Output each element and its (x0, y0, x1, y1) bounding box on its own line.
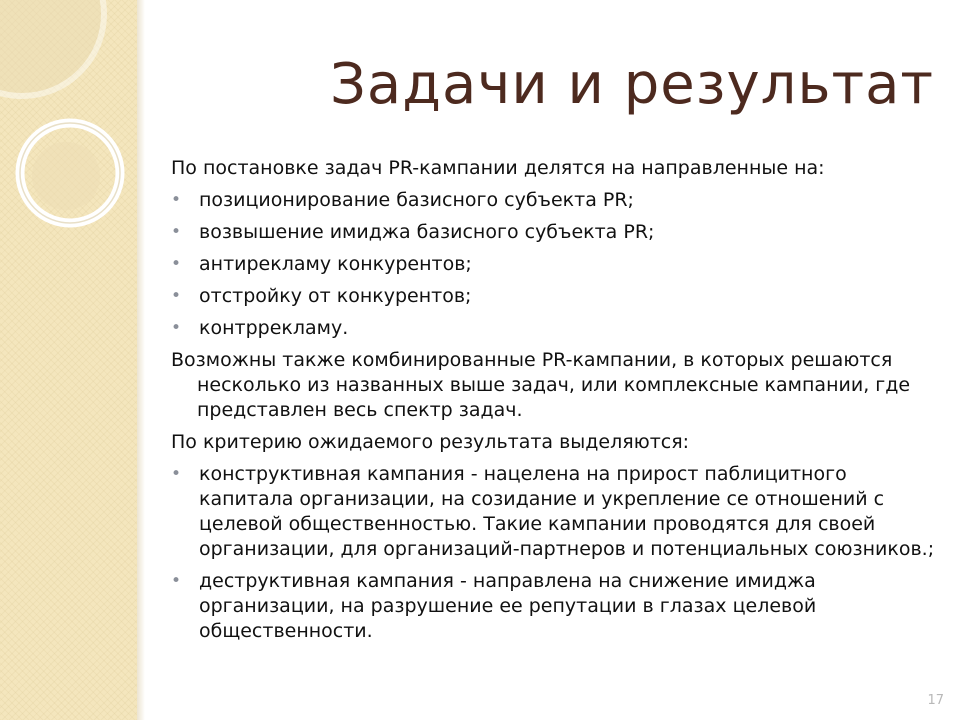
list-item-text: позиционирование базисного субъекта PR; (199, 189, 634, 211)
list-item-constructive-campaign (171, 462, 941, 562)
slide-body (171, 156, 941, 651)
bullet-icon: • (171, 464, 182, 484)
bullet-icon: • (171, 286, 182, 306)
list-item-text: контррекламу. (199, 317, 349, 339)
bullet-icon: • (171, 190, 182, 210)
bullet-icon: • (171, 318, 182, 338)
list-item-image-raising (171, 220, 941, 245)
list-item-text: конструктивная кампания - нацелена на прирост паблицитного капитала организации, на созидание и укрепление се отношений с целевой общественностью. Такие кампании проводятся для своей организации, для организаций-партнеров и потенциальных союзников.; (199, 463, 935, 560)
list-item-text: антирекламу конкурентов; (199, 253, 472, 275)
bullet-icon: • (171, 222, 182, 242)
combined-campaigns-paragraph: Возможны также комбинированные PR-кампании, в которых решаются несколько из названных выше задач, или комплексные кампании, где представлен весь спектр задач. (171, 349, 911, 421)
list-item-anti-advertising (171, 252, 941, 277)
intro-paragraph: По постановке задач PR-кампании делятся на направленные на: (171, 157, 825, 179)
bullet-icon: • (171, 571, 182, 591)
list-item-counter-advertising (171, 316, 941, 341)
page-number: 17 (927, 693, 944, 708)
list-item-differentiation (171, 284, 941, 309)
list-item-destructive-campaign (171, 569, 941, 644)
slide-title: Задачи и результат (330, 52, 935, 117)
decorative-circle-small (32, 142, 100, 210)
list-item-positioning (171, 188, 941, 213)
bullet-icon: • (171, 254, 182, 274)
criterion-paragraph: По критерию ожидаемого результата выделяются: (171, 431, 690, 453)
list-item-text: возвышение имиджа базисного субъекта PR; (199, 221, 655, 243)
decorative-circles (0, 0, 160, 260)
list-item-text: деструктивная кампания - направлена на снижение имиджа организации, на разрушение ее репутации в глазах целевой общественности. (199, 570, 817, 642)
list-item-text: отстройку от конкурентов; (199, 285, 472, 307)
decorative-circle-large (0, 0, 104, 96)
